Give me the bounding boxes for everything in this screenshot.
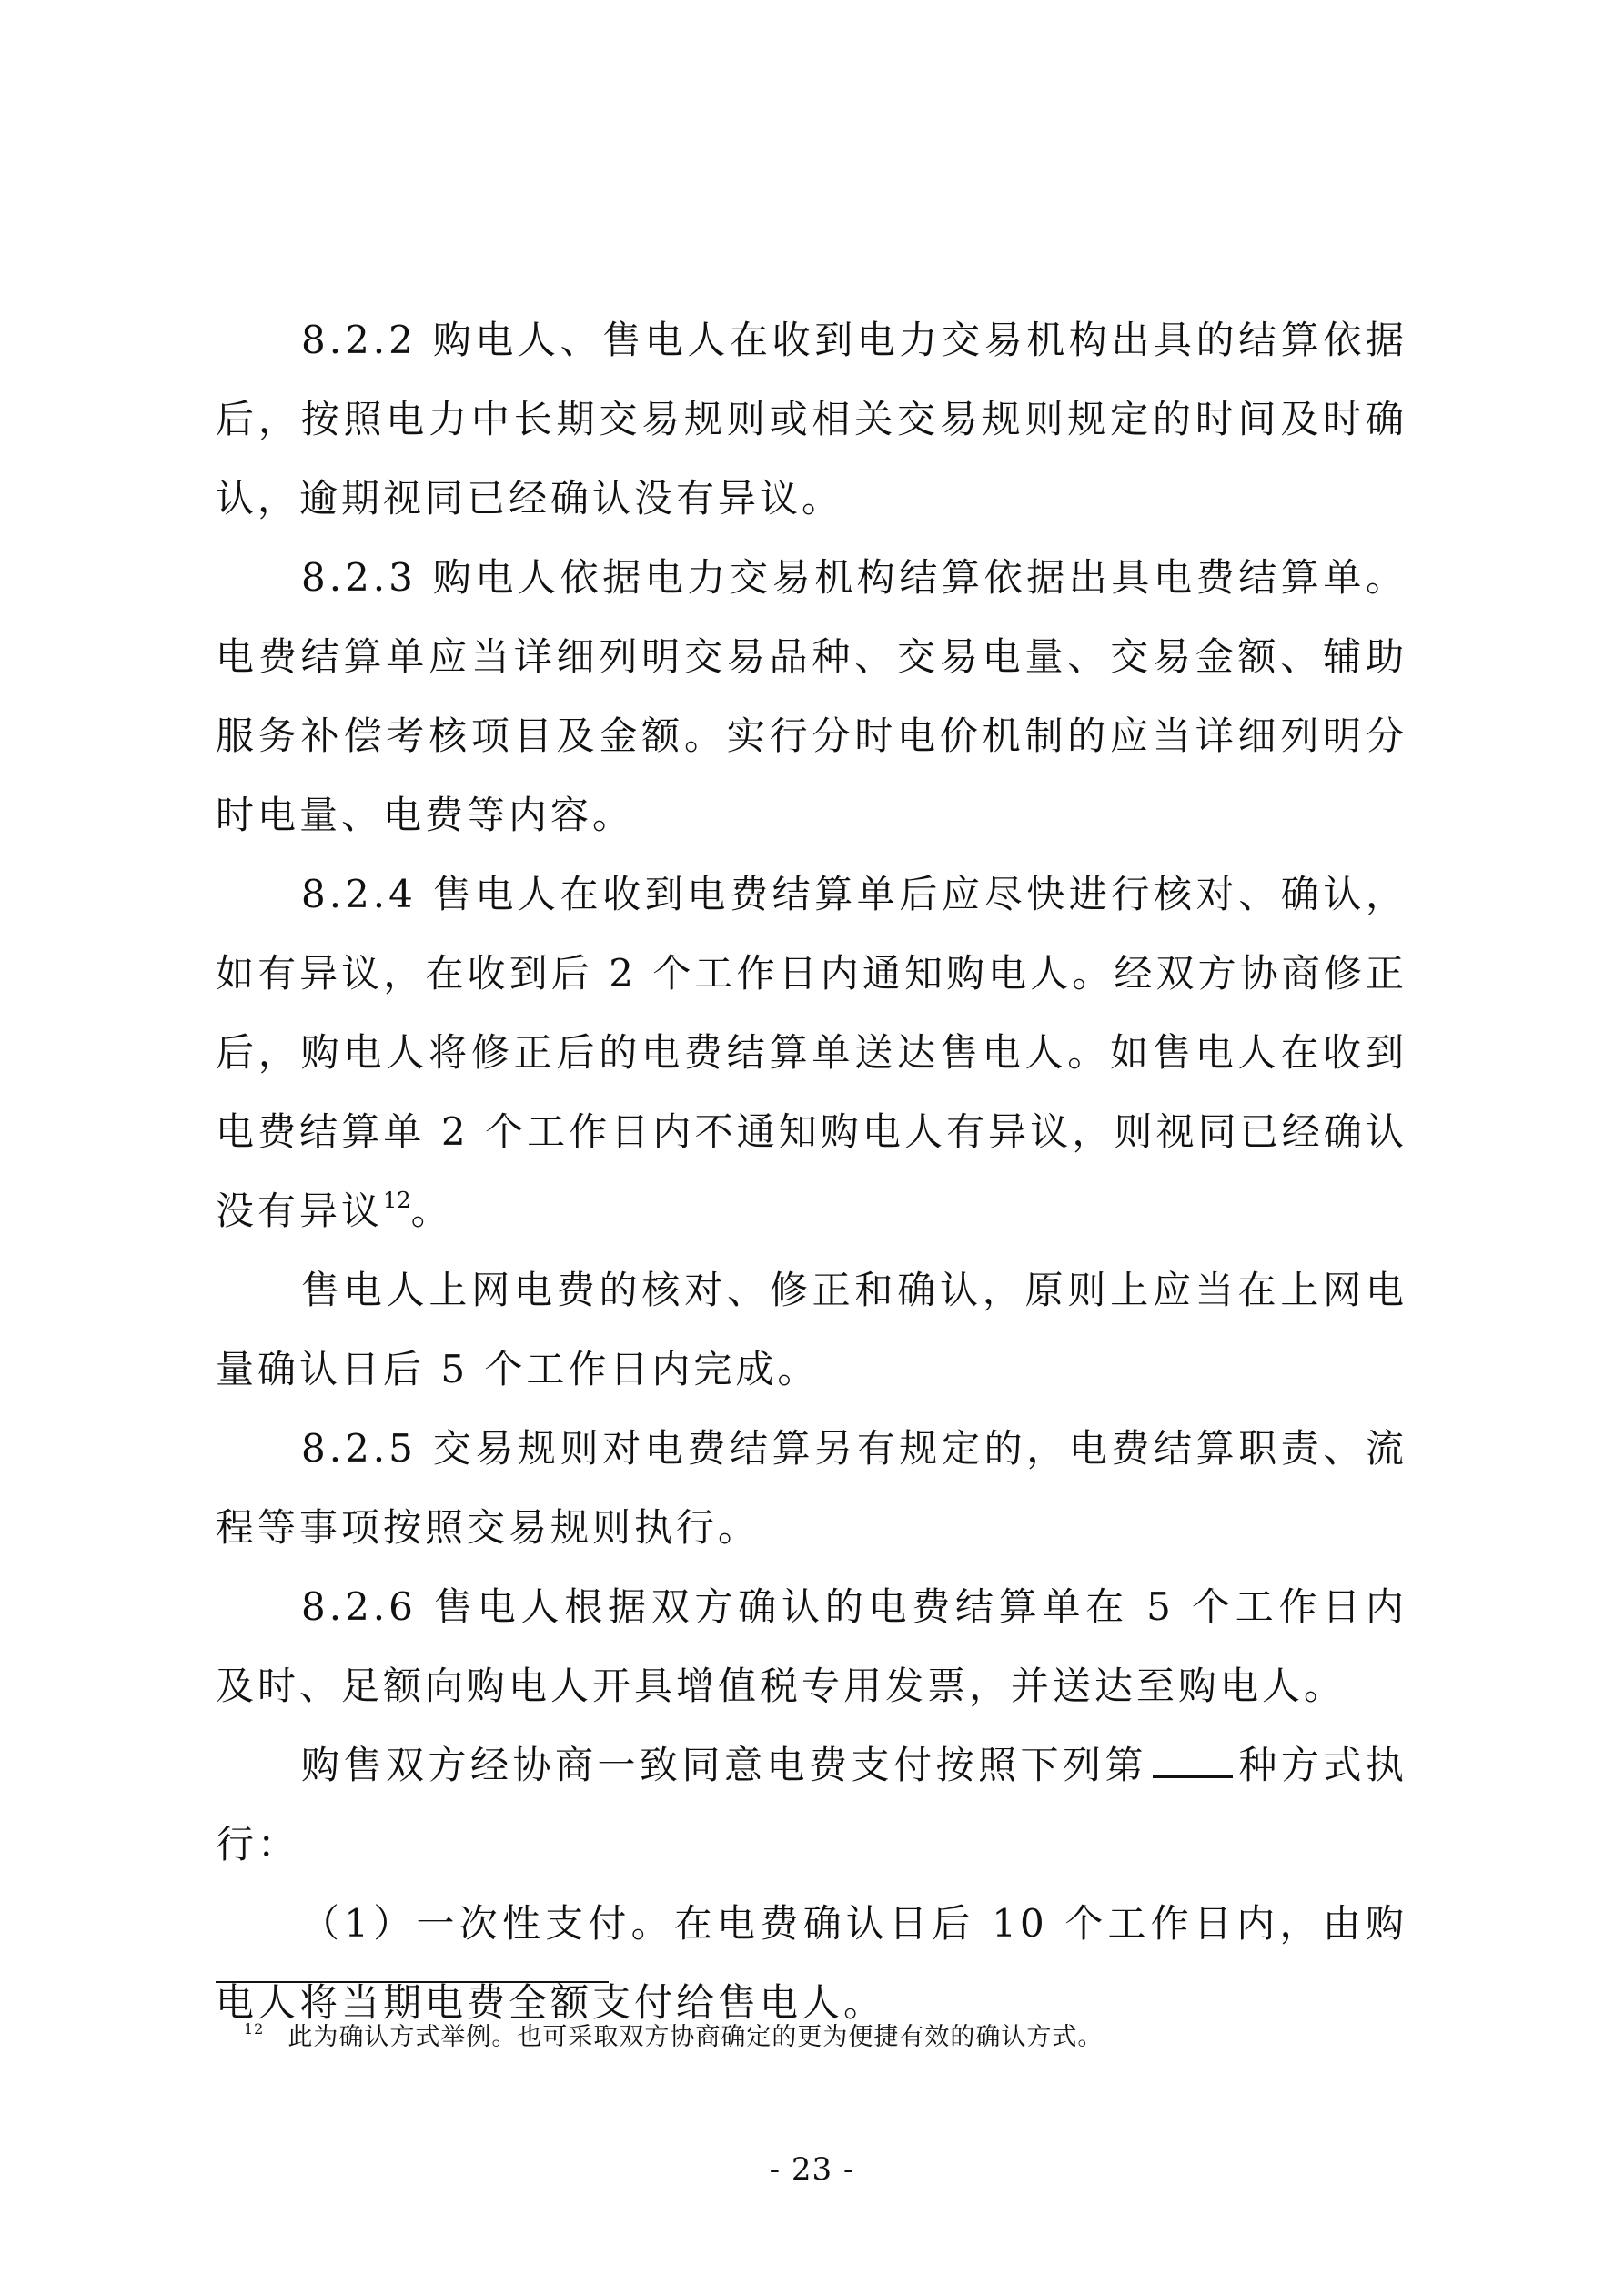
clause-8-2-5: 8.2.5 交易规则对电费结算另有规定的，电费结算职责、流程等事项按照交易规则执行。 [216, 1426, 1407, 1550]
clause-8-2-3: 8.2.3 购电人依据电力交易机构结算依据出具电费结算单。电费结算单应当详细列明交易品种、交易电量、交易金额、辅助服务补偿考核项目及金额。实行分时电价机制的应当详细列明分时电量、电费等内容。 [216, 555, 1407, 837]
page-number: - 23 - [769, 2151, 855, 2188]
footnote-number: 12 [244, 2020, 265, 2038]
body-text [216, 300, 1407, 2042]
payment-method-text-before: 购售双方经协商一致同意电费支付按照下列第 [301, 1743, 1147, 1787]
footnote [244, 2011, 1408, 2056]
clause-8-2-4-text: 8.2.4 售电人在收到电费结算单后应尽快进行核对、确认，如有异议，在收到后 2 个工作日内通知购电人。经双方协商修正后，购电人将修正后的电费结算单送达售电人。如售电人在收到电费结算单 2 个工作日内不通知购电人有异议，则视同已经确认没有异议 [216, 872, 1407, 1233]
footnote-reference[interactable]: 12 [383, 1188, 411, 1213]
payment-method-blank[interactable] [1153, 1739, 1233, 1778]
clause-8-2-6: 8.2.6 售电人根据双方确认的电费结算单在 5 个工作日内及时、足额向购电人开具增值税专用发票，并送达至购电人。 [216, 1584, 1407, 1708]
footnote-text: 此为确认方式举例。也可采取双方协商确定的更为便捷有效的确认方式。 [287, 2023, 1104, 2051]
footnote-divider [216, 1981, 609, 1983]
clause-8-2-4-supplement: 售电人上网电费的核对、修正和确认，原则上应当在上网电量确认日后 5 个工作日内完成。 [216, 1268, 1407, 1391]
clause-8-2-2: 8.2.2 购电人、售电人在收到电力交易机构出具的结算依据后，按照电力中长期交易规则或相关交易规则规定的时间及时确认，逾期视同已经确认没有异议。 [216, 318, 1407, 521]
payment-method-text-after: 种方式执行： [216, 1743, 1407, 1866]
clause-8-2-4-end: 。 [410, 1188, 453, 1233]
payment-method-choice [216, 1725, 1407, 1884]
payment-option-1: （1）一次性支付。在电费确认日后 10 个工作日内，由购电人将当期电费全额支付给售电人。 [216, 1901, 1407, 2025]
clause-8-2-4 [216, 855, 1407, 1250]
